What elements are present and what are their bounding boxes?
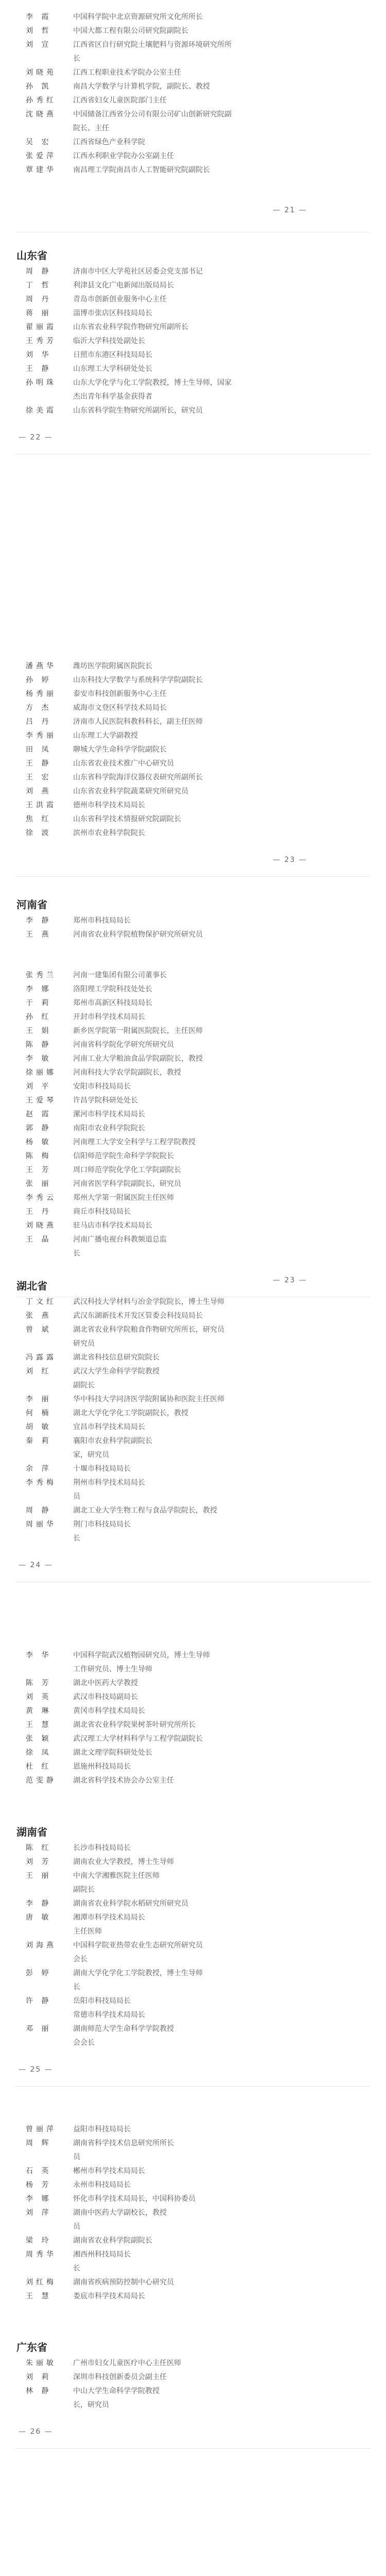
person-title: 信阳师范学院生命科学学院院长: [73, 1152, 174, 1160]
person-name: 李秀云: [26, 1194, 57, 1202]
person-title: 娄底市科学技术局局长: [73, 2292, 145, 2300]
person-name: 冯露露: [26, 1353, 57, 1362]
person-title: 临沂大学科技处副处长: [73, 337, 145, 345]
person-name: 刘 英: [26, 1693, 52, 1701]
person-title: 主任医师: [73, 1927, 102, 1936]
person-title: 研究员: [73, 1340, 95, 1348]
person-name: 王 芳: [26, 1166, 52, 1174]
person-title: 湖北大学化学化工学院副院长，教授: [73, 1409, 188, 1417]
person-name: 李 华: [26, 1651, 52, 1659]
person-name: 王 娟: [26, 1027, 52, 1035]
person-title: 副院长: [73, 1381, 95, 1389]
person-name: 徐丽娜: [26, 1069, 57, 1077]
person-name: 陈 红: [26, 1844, 52, 1852]
person-name: 王 静: [26, 365, 52, 373]
person-name: 田 凤: [26, 745, 52, 754]
person-title: 深圳市科技创新委员会副主任: [73, 2373, 167, 2381]
person-name: 刘 哲: [26, 27, 52, 35]
person-name: 陈 梅: [26, 1152, 52, 1160]
province-heading: 湖南省: [16, 1826, 47, 1838]
person-title: 山东省农业技术推广中心研究员: [73, 759, 174, 768]
person-title: 益阳市科技局局长: [73, 2125, 131, 2133]
page-number: — 25 —: [19, 2065, 53, 2074]
person-title: 宜昌市科学技术局局长: [73, 1423, 145, 1431]
person-title: 员: [73, 1493, 80, 1501]
person-title: 河南省农业科学院植物保护研究所研究员: [73, 930, 203, 939]
person-name: 赵 霞: [26, 1110, 52, 1118]
person-title: 湘西州科技局局长: [73, 2250, 131, 2259]
person-title: 商丘市科技局局长: [73, 1208, 131, 1216]
person-title: 荆门市科技局局长: [73, 1520, 131, 1529]
person-title: 武汉大学生命科学学院教授: [73, 1367, 160, 1376]
person-name: 李 霞: [26, 13, 52, 21]
page-number: — 26 —: [19, 2428, 53, 2436]
person-title: 河南广播电视台科教频道总监: [73, 1235, 167, 1244]
person-title: 江西省妇女儿童医院部门主任: [73, 96, 167, 105]
person-title: 潍坊医学院附属医院院长: [73, 662, 152, 670]
person-title: 湖南中医药大学副校长，教授: [73, 2209, 167, 2217]
person-name: 孙明珠: [26, 379, 57, 387]
person-name: 曾丽萍: [26, 2125, 57, 2133]
person-name: 刘 平: [26, 1082, 52, 1091]
person-title: 武汉科技大学材料与冶金学院院长，博士生导师: [73, 1298, 224, 1306]
person-name: 翟丽霞: [26, 323, 57, 331]
person-title: 中国科学院亚热带农业生态研究所研究员: [73, 1941, 203, 1950]
person-name: 刘 芳: [26, 1858, 52, 1866]
person-title: 工作研究员、博士生导师: [73, 1665, 152, 1673]
person-name: 吴 宏: [26, 138, 52, 146]
person-name: 秦 莉: [26, 1437, 52, 1445]
person-title: 山东理工大学科研处处长: [73, 365, 152, 373]
person-name: 刘 华: [26, 351, 52, 359]
person-name: 梁 玲: [26, 2236, 52, 2245]
person-title: 长，研究员: [73, 2401, 109, 2409]
person-name: 徐 波: [26, 829, 52, 837]
person-title: 日照市东港区科技局局长: [73, 351, 152, 359]
person-name: 孙秀红: [26, 96, 57, 105]
person-name: 陈 芳: [26, 1679, 52, 1687]
person-title: 利津县文化广电新闻出版局局长: [73, 281, 174, 290]
person-title: 山东省科学技术情报研究院副院长: [73, 815, 181, 823]
person-title: 青岛市创新创业服务中心主任: [73, 295, 167, 303]
person-title: 驻马店市科学技术局局长: [73, 1222, 152, 1230]
person-title: 江西省区自行研究院土壤肥料与资源环境研究所所: [73, 41, 232, 49]
person-title: 江西省绿色产业科学院: [73, 138, 145, 146]
person-name: 李 娜: [26, 985, 52, 993]
person-name: 王洪霞: [26, 801, 57, 809]
person-title: 河南科技大学农学院副院长，教授: [73, 1069, 181, 1077]
person-title: 淄博市张店区科技局局长: [73, 309, 152, 317]
person-title: 山东科技大学数学与系统科学学院副院长: [73, 676, 203, 684]
person-name: 张爱萍: [26, 152, 57, 160]
person-name: 邓 丽: [26, 2025, 52, 2033]
page-number: — 24 —: [19, 1561, 53, 1569]
person-name: 石 英: [26, 2167, 52, 2175]
person-name: 刘红梅: [26, 2278, 57, 2286]
person-name: 余 萍: [26, 1465, 52, 1473]
person-name: 孙 红: [26, 1013, 52, 1021]
person-name: 李 娜: [26, 2195, 52, 2203]
person-name: 许 静: [26, 1997, 52, 2005]
person-title: 湖南农业大学教授，博士生导师: [73, 1858, 174, 1866]
person-name: 周 丹: [26, 295, 52, 303]
person-title: 武汉东湖新技术开发区管委会科技局局长: [73, 1312, 203, 1320]
person-name: 李 丽: [26, 1395, 52, 1403]
person-title: 江西工程职业技术学院办公室主任: [73, 69, 181, 77]
person-name: 曾 斌: [26, 1326, 52, 1334]
person-title: 湖南省疾病预防控制中心研究员: [73, 2278, 174, 2286]
person-title: 山东省农业科学院蔬菜研究所研究员: [73, 787, 188, 795]
person-title: 德州市科学技术局局长: [73, 801, 145, 809]
person-name: 周 静: [26, 267, 52, 276]
person-name: 周 静: [26, 1506, 52, 1515]
province-heading: 湖北省: [16, 1280, 47, 1292]
person-name: 王 丹: [26, 1208, 52, 1216]
person-title: 华中科技大学同济医学院附属协和医院主任医师: [73, 1395, 224, 1403]
person-title: 岳阳市科技局局长: [73, 1997, 131, 2005]
person-title: 洛阳理工学院科技处处长: [73, 985, 152, 993]
person-name: 杨秀丽: [26, 690, 57, 698]
person-title: 滨州市农业科学院院长: [73, 829, 145, 837]
person-title: 济南市人民医院科教科科长，副主任医师: [73, 718, 203, 726]
person-title: 长: [73, 55, 80, 63]
page-number: — 23 —: [273, 856, 307, 864]
person-name: 张秀兰: [26, 971, 57, 979]
person-title: 长: [73, 1249, 80, 1258]
person-title: 襄阳市农业科学院副院长: [73, 1437, 152, 1445]
person-title: 员: [73, 2223, 80, 2231]
person-title: 郑州市科技局局长: [73, 917, 131, 925]
person-title: 中山大学生命科学学院教授: [73, 2387, 160, 2395]
person-title: 南阳市农业科学院院长: [73, 1124, 145, 1132]
person-name: 周秀华: [26, 2250, 57, 2259]
person-name: 王 静: [26, 759, 52, 768]
person-name: 王 晶: [26, 1235, 52, 1244]
person-name: 李 静: [26, 917, 52, 925]
person-title: 山东省科学院海洋仪器仪表研究所副所长: [73, 773, 203, 782]
person-name: 刘 宣: [26, 41, 52, 49]
person-title: 荆州市科学技术局局长: [73, 1479, 145, 1487]
person-name: 陈 静: [26, 1041, 52, 1049]
person-name: 焦 红: [26, 815, 52, 823]
person-name: 沈晓燕: [26, 110, 57, 118]
person-title: 湖北省科学技术协会办公室主任: [73, 1776, 174, 1785]
person-title: 永州市科技局局长: [73, 2181, 131, 2189]
person-title: 中国储备江西省分公司有限公司矿山创新研究院副: [73, 110, 232, 118]
person-title: 湖南师范大学生命科学学院教授: [73, 2025, 174, 2033]
person-title: 聊城大学生命科学学院副院长: [73, 745, 167, 754]
person-title: 副院长: [73, 1886, 95, 1894]
person-name: 覃建华: [26, 166, 57, 174]
person-name: 刘 萍: [26, 2209, 52, 2217]
person-name: 丁文红: [26, 1298, 57, 1306]
person-title: 郴州市科学技术局局长: [73, 2167, 145, 2175]
person-title: 湖北文理学院科研处处长: [73, 1749, 152, 1757]
person-title: 山东大学化学与化工学院教授，博士生导师，国家: [73, 379, 232, 387]
person-title: 河南理工大学安全科学与工程学院教授: [73, 1138, 196, 1146]
person-name: 王爱琴: [26, 1096, 57, 1105]
person-name: 王 燕: [26, 930, 52, 939]
person-title: 湖北省农业科学院粮食作物研究所所长，研究员: [73, 1326, 224, 1334]
person-title: 郑州市高新区科技局局长: [73, 999, 152, 1007]
person-name: 朱丽敏: [26, 2359, 57, 2367]
person-title: 湖北省科技信息研究院院长: [73, 1353, 160, 1362]
person-title: 长沙市科技局局长: [73, 1844, 131, 1852]
person-name: 李 敏: [26, 1055, 52, 1063]
person-name: 李秀梅: [26, 1479, 57, 1487]
province-heading: 广东省: [16, 2341, 47, 2353]
person-title: 山东省农业科学院作物研究所副所长: [73, 323, 188, 331]
province-heading: 河南省: [16, 899, 47, 911]
person-title: 湖南省科学技术信息研究所所长: [73, 2139, 174, 2147]
person-name: 刘晓燕: [26, 1222, 57, 1230]
person-title: 员: [73, 2153, 80, 2161]
person-title: 中国科学院武汉植物园研究员，博士生导师: [73, 1651, 210, 1659]
person-name: 彭 婷: [26, 1969, 52, 1977]
person-name: 刘海燕: [26, 1941, 57, 1950]
person-title: 长: [73, 1983, 80, 1991]
person-title: 河南一建集团有限公司董事长: [73, 971, 167, 979]
person-title: 会会长: [73, 2039, 95, 2047]
person-name: 刘 莉: [26, 2373, 52, 2381]
person-title: 湖南大学化学化工学院教授，博士生导师: [73, 1969, 203, 1977]
person-name: 潘燕华: [26, 662, 57, 670]
person-title: 常德市科学技术局局长: [73, 2011, 145, 2019]
person-title: 黄冈市科学技术局局长: [73, 1707, 145, 1715]
person-title: 开封市科学技术局局长: [73, 1013, 145, 1021]
page-number: — 22 —: [19, 433, 53, 442]
person-name: 刘 燕: [26, 787, 52, 795]
person-name: 范雯静: [26, 1776, 57, 1785]
person-name: 张 燕: [26, 1312, 52, 1320]
province-heading: 山东省: [16, 249, 47, 262]
person-name: 杨 敏: [26, 1138, 52, 1146]
person-title: 安阳市科技局局长: [73, 1082, 131, 1091]
person-title: 周口师范学院化学化工学院副院长: [73, 1166, 181, 1174]
person-name: 孙 婷: [26, 676, 52, 684]
person-title: 威海市文登区科学技术局局长: [73, 704, 167, 712]
person-title: 河南工业大学粮油食品学院副院长，教授: [73, 1055, 203, 1063]
person-name: 丁 哲: [26, 281, 52, 290]
person-name: 徐 凤: [26, 1749, 52, 1757]
person-title: 新乡医学院第一附属医院院长，主任医师: [73, 1027, 203, 1035]
person-name: 王秀芳: [26, 337, 57, 345]
person-title: 南昌大学数学与计算机学院，副院长、教授: [73, 82, 210, 91]
person-name: 李 静: [26, 1900, 52, 1908]
person-name: 周 辉: [26, 2139, 52, 2147]
person-title: 武汉理工大学材料科学与工程学院副院长: [73, 1735, 203, 1743]
person-title: 湖北工业大学生物工程与食品学院院长，教授: [73, 1506, 217, 1515]
person-title: 家，研究员: [73, 1451, 109, 1459]
page-divider: [15, 2086, 371, 2087]
person-title: 杰出青年科学基金获得者: [73, 393, 152, 401]
person-name: 张 颖: [26, 1735, 52, 1743]
person-name: 刘 红: [26, 1367, 52, 1376]
person-name: 何 楠: [26, 1409, 52, 1417]
person-name: 王 宏: [26, 773, 52, 782]
person-title: 许昌学院科研处处长: [73, 1096, 138, 1105]
person-title: 泰安市科技创新服务中心主任: [73, 690, 167, 698]
person-name: 徐美霞: [26, 406, 57, 415]
person-name: 郭 静: [26, 1124, 52, 1132]
person-name: 张 丽: [26, 1180, 52, 1188]
person-name: 杨 芳: [26, 2181, 52, 2189]
page-divider: [15, 876, 371, 877]
person-title: 湖南省农业科学院水稻研究所研究员: [73, 1900, 188, 1908]
person-name: 杜 红: [26, 1762, 52, 1771]
person-title: 湖北省农业科学院果树茶叶研究所所长: [73, 1721, 196, 1729]
person-title: 恩施州科技局局长: [73, 1762, 131, 1771]
person-name: 胡 敏: [26, 1423, 52, 1431]
person-name: 于 莉: [26, 999, 52, 1007]
person-title: 济南市中区大学苑社区居委会党支部书记: [73, 267, 203, 276]
person-title: 中南大学湘雅医院主任医师: [73, 1872, 160, 1880]
person-name: 蒋 丽: [26, 309, 52, 317]
person-title: 湖北中医药大学教授: [73, 1679, 138, 1687]
person-name: 王 丽: [26, 1872, 52, 1880]
page-number: — 23 —: [273, 1276, 307, 1284]
person-title: 山东省科学院生物研究所副所长，研究员: [73, 406, 203, 415]
person-name: 吕 丹: [26, 718, 52, 726]
person-name: 周丽华: [26, 1520, 57, 1529]
person-title: 湘潭市科学技术局局长: [73, 1913, 145, 1922]
person-title: 十堰市科技局局长: [73, 1465, 131, 1473]
person-title: 漯河市科学技术局局长: [73, 1110, 145, 1118]
person-title: 郑州大学第一附属医院主任医师: [73, 1194, 174, 1202]
person-name: 方 杰: [26, 704, 52, 712]
person-name: 王 慧: [26, 2292, 52, 2300]
person-title: 河南省科学院化学研究所研究员: [73, 1041, 174, 1049]
page-number: — 21 —: [273, 206, 307, 214]
person-title: 河南省医学科学院副院长，研究员: [73, 1180, 181, 1188]
person-title: 院长、主任: [73, 124, 109, 132]
person-name: 孙 凯: [26, 82, 52, 91]
person-title: 怀化市科学技术局局长，中国科协委员: [73, 2195, 196, 2203]
person-name: 唐 敏: [26, 1913, 52, 1922]
page-divider: [15, 2448, 371, 2449]
person-title: 中国大都工程有限公司研究院副院长: [73, 27, 188, 35]
person-name: 刘晓苑: [26, 69, 57, 77]
person-title: 南昌理工学院南昌市人工智能研究院副院长: [73, 166, 210, 174]
person-title: 中国科学院中北京资源研究所文化所所长: [73, 13, 203, 21]
person-name: 黄 琳: [26, 1707, 52, 1715]
person-title: 江西水利职业学院办公室副主任: [73, 152, 174, 160]
page-block-1: [0, 10, 386, 237]
person-name: 李秀丽: [26, 732, 57, 740]
person-title: 长: [73, 1534, 80, 1543]
person-title: 湖南省农业科学院副院长: [73, 2236, 152, 2245]
person-title: 长: [73, 2264, 80, 2273]
person-title: 广州市妇女儿童医疗中心主任医师: [73, 2359, 181, 2367]
person-title: 山东理工大学副教授: [73, 732, 138, 740]
person-name: 林 静: [26, 2387, 52, 2395]
person-title: 武汉市科技局副局长: [73, 1693, 138, 1701]
person-title: 会长: [73, 1955, 87, 1963]
person-name: 王 慧: [26, 1721, 52, 1729]
